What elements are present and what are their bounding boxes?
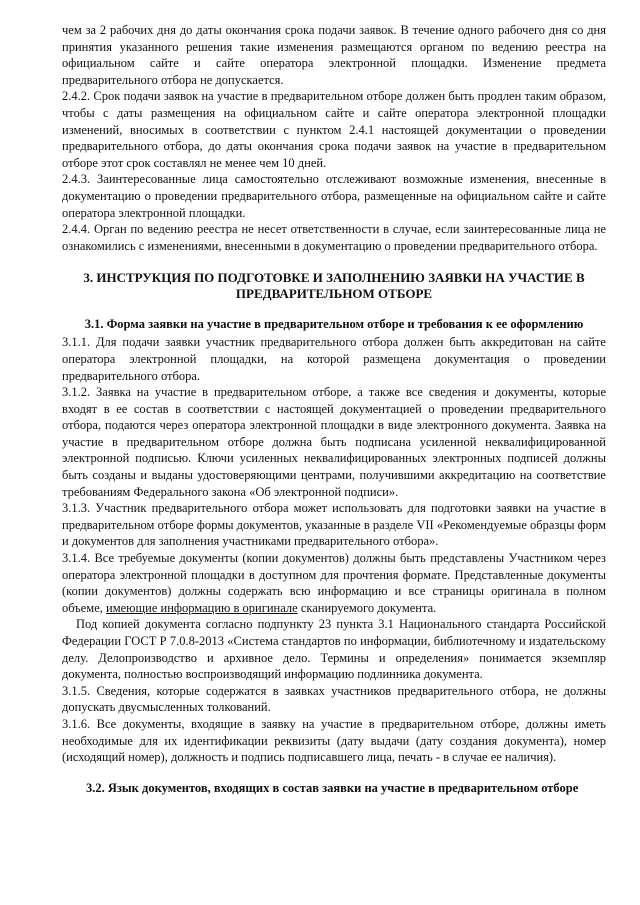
paragraph-3-1-1: 3.1.1. Для подачи заявки участник предварительного отбора должен быть аккредитован на сайте оператора электронной площадки, на которой размещена документация о проведении предварительного отбора. bbox=[62, 335, 606, 383]
paragraph-3-1-5: 3.1.5. Сведения, которые содержатся в заявках участников предварительного отбора, не должны допускать двусмысленных толкований. bbox=[62, 683, 606, 715]
section-3-1-heading: 3.1. Форма заявки на участие в предварительном отборе и требования к ее оформлению bbox=[84, 317, 584, 332]
paragraph-3-1-4-text-b: сканируемого документа. bbox=[297, 600, 437, 615]
paragraph-3-1-3: 3.1.3. Участник предварительного отбора может использовать для подготовки заявки на участие в предварительном отборе формы документов, указанные в разделе VII «Рекомендуемые образцы форм и документов для заполнения участниками предварительного отбора». bbox=[62, 501, 606, 549]
paragraph-intro: чем за 2 рабочих дня до даты окончания срока подачи заявок. В течение одного рабочего дня со дня принятия указанного решения такие изменения размещаются органом по ведению реестра на официальном сайте и сайте оператора электронной площадки. Изменение предмета предварительного отбора не допускается. bbox=[62, 23, 606, 87]
section-3-2-heading: 3.2. Язык документов, входящих в состав заявки на участие в предварительном отборе bbox=[86, 780, 579, 795]
paragraph-2-4-2: 2.4.2. Срок подачи заявок на участие в предварительном отборе должен быть продлен таким образом, чтобы с даты размещения на официальном сайте и сайте оператора электронной площадки изменений, вносимых в соответствии с пунктом 2.4.1 настоящей документации о проведении предварительного отбора, до даты окончания срока подачи заявок на участие в предварительном отборе этот срок составлял не менее чем 10 дней. bbox=[62, 89, 606, 170]
paragraph-2-4-4: 2.4.4. Орган по ведению реестра не несет ответственности в случае, если заинтересованные лица не ознакомились с изменениями, внесенными в документацию о проведении предварительного отбора. bbox=[62, 222, 606, 253]
underlined-phrase: имеющие информацию в оригинале bbox=[106, 600, 298, 615]
paragraph-3-1-2: 3.1.2. Заявка на участие в предварительном отборе, а также все сведения и документы, которые входят в ее состав в соответствии с настоящей документацией о проведении предварительного отбора, подаются через оператора электронной площадки в виде электронного документа. Заявка на участие в предварительном отборе должна быть подписана усиленной неквалифицированной электронной подписью. Ключи усиленных неквалифицированных электронных подписей должны быть созданы и выданы удостоверяющими центрами, получившими аккредитацию на соответствие требованиям Федерального закона «Об электронной подписи». bbox=[62, 385, 606, 499]
paragraph-3-1-6: 3.1.6. Все документы, входящие в заявку на участие в предварительном отборе, должны иметь необходимые для их идентификации реквизиты (дату выдачи (дату создания документа), номер (исходящий номер), должность и подпись подписавшего лица, печать - в случае ее наличия). bbox=[62, 716, 606, 765]
paragraph-3-1-4 bbox=[62, 550, 606, 616]
section-3-heading: 3. ИНСТРУКЦИЯ ПО ПОДГОТОВКЕ И ЗАПОЛНЕНИЮ ЗАЯВКИ НА УЧАСТИЕ В ПРЕДВАРИТЕЛЬНОМ ОТБОРЕ bbox=[83, 270, 585, 302]
paragraph-3-1-4-text-a: 3.1.4. Все требуемые документы (копии документов) должны быть представлены Участником через оператора электронной площадки в доступном для прочтения формате. Представленные документы (копии документов) должны содержать всю информацию и все страницы оригинала в полном объеме, bbox=[62, 551, 606, 615]
paragraph-copy-definition: Под копией документа согласно подпункту 23 пункта 3.1 Национального стандарта Российской Федерации ГОСТ Р 7.0.8-2013 «Система стандартов по информации, библиотечному и издательскому делу. Делопроизводство и архивное дело. Термины и определения» понимается экземпляр документа, полностью воспроизводящий информацию подлинника документа. bbox=[62, 617, 606, 682]
paragraph-2-4-3: 2.4.3. Заинтересованные лица самостоятельно отслеживают возможные изменения, внесенные в документацию о проведении предварительного отбора, размещенные на официальном сайте и сайте оператора электронной площадки. bbox=[62, 172, 606, 220]
